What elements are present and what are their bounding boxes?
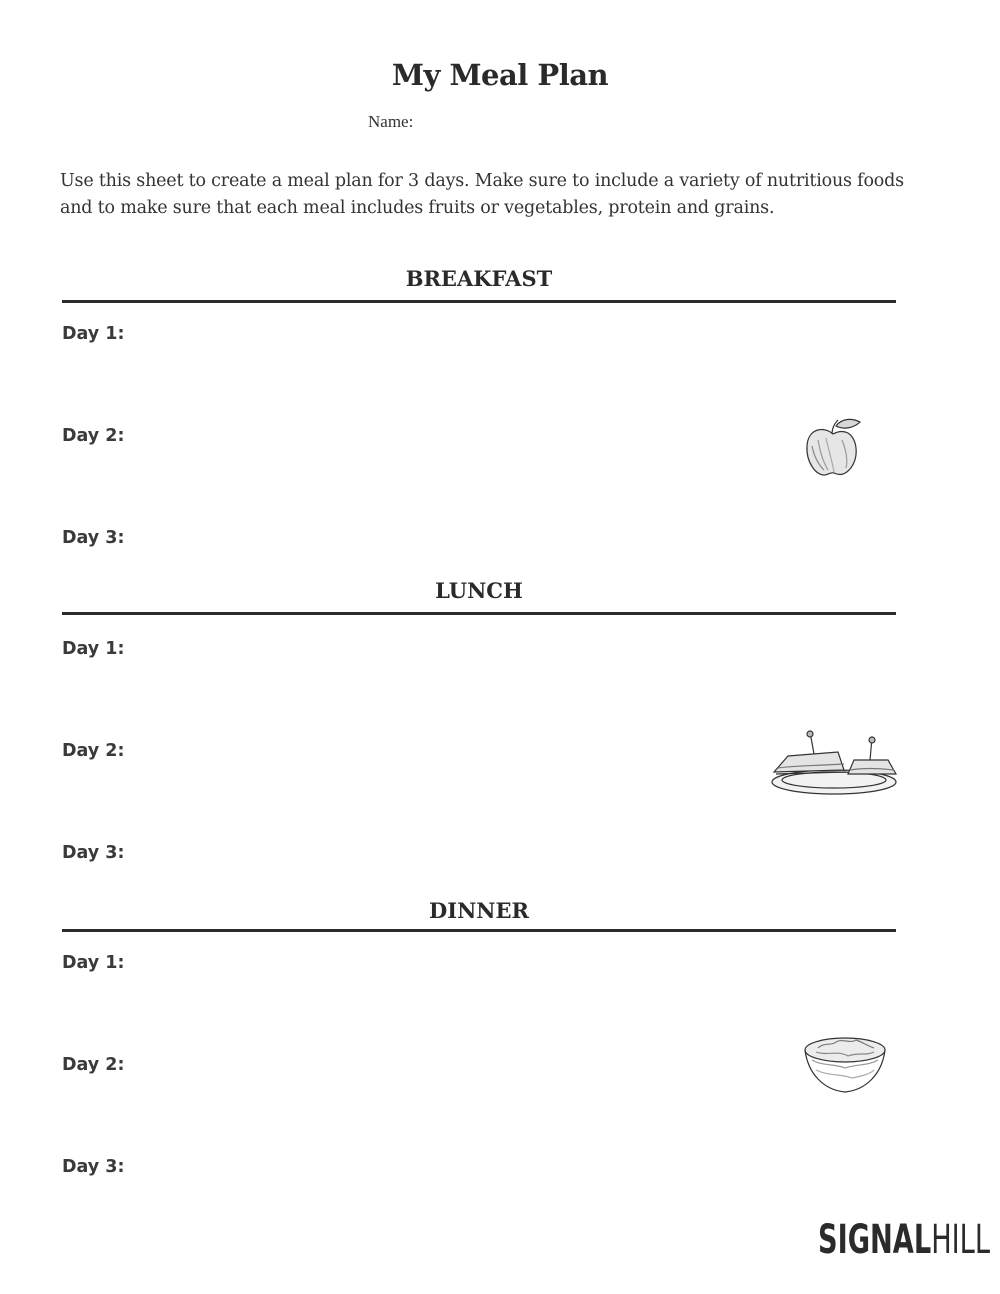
lunch-day-2-label: Day 2: <box>62 741 125 761</box>
dinner-day-3-label: Day 3: <box>62 1157 125 1177</box>
logo-part-hill: HILL <box>931 1217 990 1263</box>
section-title-breakfast: BREAKFAST <box>405 266 553 291</box>
page-title: My Meal Plan <box>391 58 609 92</box>
section-rule-breakfast <box>62 300 896 303</box>
breakfast-day-1-label: Day 1: <box>62 324 125 344</box>
salad-bowl-icon <box>802 1030 888 1096</box>
breakfast-day-3-label: Day 3: <box>62 528 125 548</box>
section-title-dinner: DINNER <box>429 898 529 923</box>
section-rule-lunch <box>62 612 896 615</box>
lunch-day-1-label: Day 1: <box>62 639 125 659</box>
section-title-lunch: LUNCH <box>435 578 523 603</box>
dinner-day-2-label: Day 2: <box>62 1055 125 1075</box>
dinner-day-1-label: Day 1: <box>62 953 125 973</box>
breakfast-day-2-label: Day 2: <box>62 426 125 446</box>
logo-part-signal: SIGNAL <box>818 1217 932 1263</box>
signalhill-logo <box>818 1208 990 1263</box>
intro-text: Use this sheet to create a meal plan for 3 days. Make sure to include a variety of nutritious foods and to make sure that each meal includes fruits or vegetables, protein and grains. <box>60 171 904 218</box>
apple-icon <box>798 412 868 482</box>
sandwich-plate-icon <box>768 726 908 798</box>
name-label: Name: <box>368 112 414 131</box>
section-rule-dinner <box>62 929 896 932</box>
lunch-day-3-label: Day 3: <box>62 843 125 863</box>
